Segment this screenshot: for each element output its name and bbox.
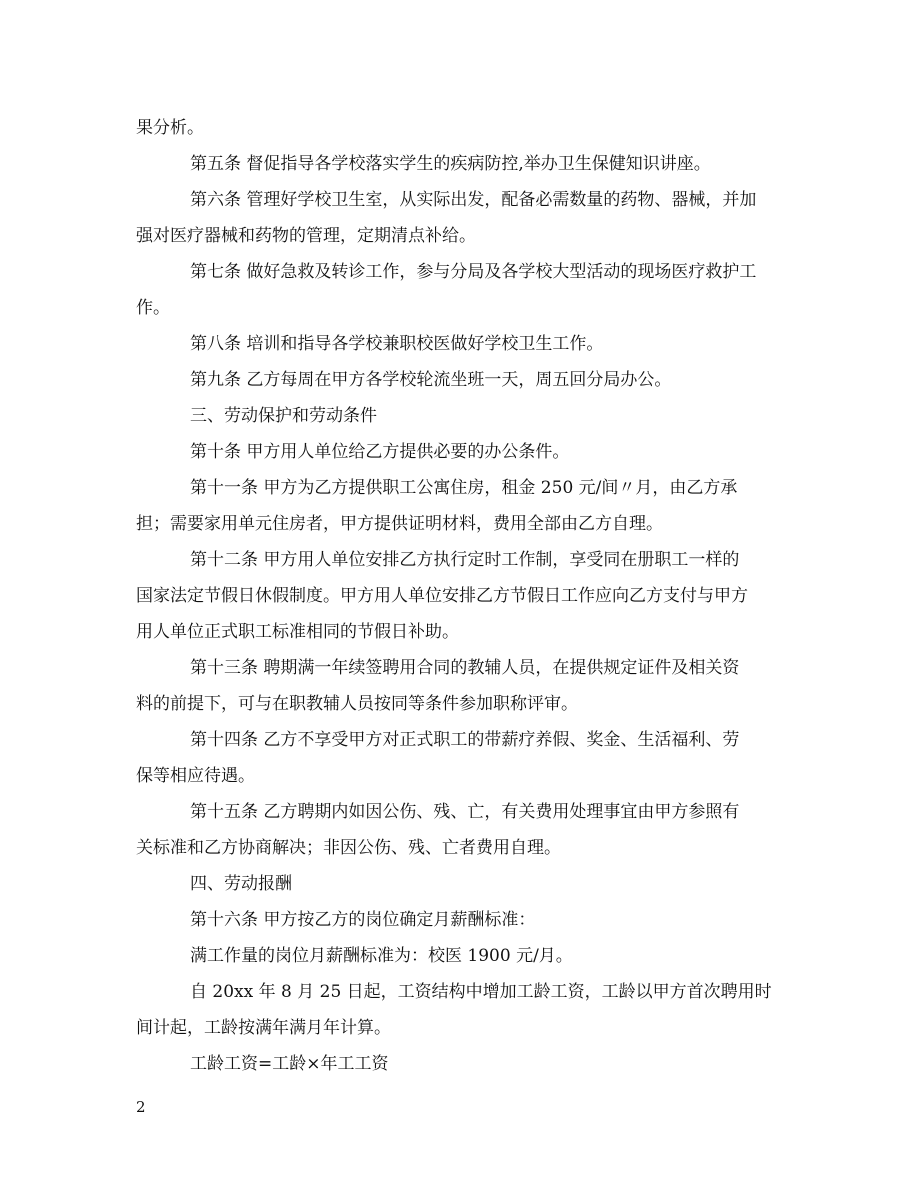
article-12-line: 第十二条 甲方用人单位安排乙方执行定时工作制，享受同在册职工一样的 <box>190 550 740 570</box>
text-line: 间计起，工龄按满年满月年计算。 <box>136 1018 391 1038</box>
article-10-line: 第十条 甲方用人单位给乙方提供必要的办公条件。 <box>190 442 570 462</box>
article-14-line: 第十四条 乙方不享受甲方对正式职工的带薪疗养假、奖金、生活福利、劳 <box>190 730 740 750</box>
text-line: 保等相应待遇。 <box>136 766 255 786</box>
text-line: 用人单位正式职工标准相同的节假日补助。 <box>136 622 459 642</box>
text-line: 料的前提下，可与在职教辅人员按同等条件参加职称评审。 <box>136 694 578 714</box>
salary-standard-line: 满工作量的岗位月薪酬标准为：校医 1900 元/月。 <box>190 946 573 966</box>
document-body <box>136 110 796 1082</box>
article-6-line: 第六条 管理好学校卫生室，从实际出发，配备必需数量的药物、器械，并加 <box>190 190 757 210</box>
section-heading: 三、劳动保护和劳动条件 <box>190 406 377 426</box>
article-15-line: 第十五条 乙方聘期内如因公伤、残、亡，有关费用处理事宜由甲方参照有 <box>190 802 740 822</box>
text-line: 国家法定节假日休假制度。甲方用人单位安排乙方节假日工作应向乙方支付与甲方 <box>136 586 748 606</box>
article-13-line: 第十三条 聘期满一年续签聘用合同的教辅人员，在提供规定证件及相关资 <box>190 658 740 678</box>
text-line: 果分析。 <box>136 118 204 138</box>
article-8-line: 第八条 培训和指导各学校兼职校医做好学校卫生工作。 <box>190 334 604 354</box>
article-5-line: 第五条 督促指导各学校落实学生的疾病防控,举办卫生保健知识讲座。 <box>190 154 711 174</box>
article-16-line: 第十六条 甲方按乙方的岗位确定月薪酬标准： <box>190 910 536 930</box>
text-line: 关标准和乙方协商解决；非因公伤、残、亡者费用自理。 <box>136 838 561 858</box>
article-7-line: 第七条 做好急救及转诊工作，参与分局及各学校大型活动的现场医疗救护工 <box>190 262 757 282</box>
formula-line: 工龄工资=工龄×年工工资 <box>190 1054 389 1074</box>
text-line: 作。 <box>136 298 170 318</box>
article-9-line: 第九条 乙方每周在甲方各学校轮流坐班一天，周五回分局办公。 <box>190 370 672 390</box>
section-heading: 四、劳动报酬 <box>190 874 292 894</box>
seniority-wage-line: 自 20xx 年 8 月 25 日起，工资结构中增加工龄工资，工龄以甲方首次聘用时 <box>190 982 772 1002</box>
article-11-line: 第十一条 甲方为乙方提供职工公寓住房，租金 250 元/间〃月，由乙方承 <box>190 478 738 498</box>
text-line: 担；需要家用单元住房者，甲方提供证明材料，费用全部由乙方自理。 <box>136 514 663 534</box>
page-number: 2 <box>136 1098 146 1116</box>
text-line: 强对医疗器械和药物的管理，定期清点补给。 <box>136 226 476 246</box>
